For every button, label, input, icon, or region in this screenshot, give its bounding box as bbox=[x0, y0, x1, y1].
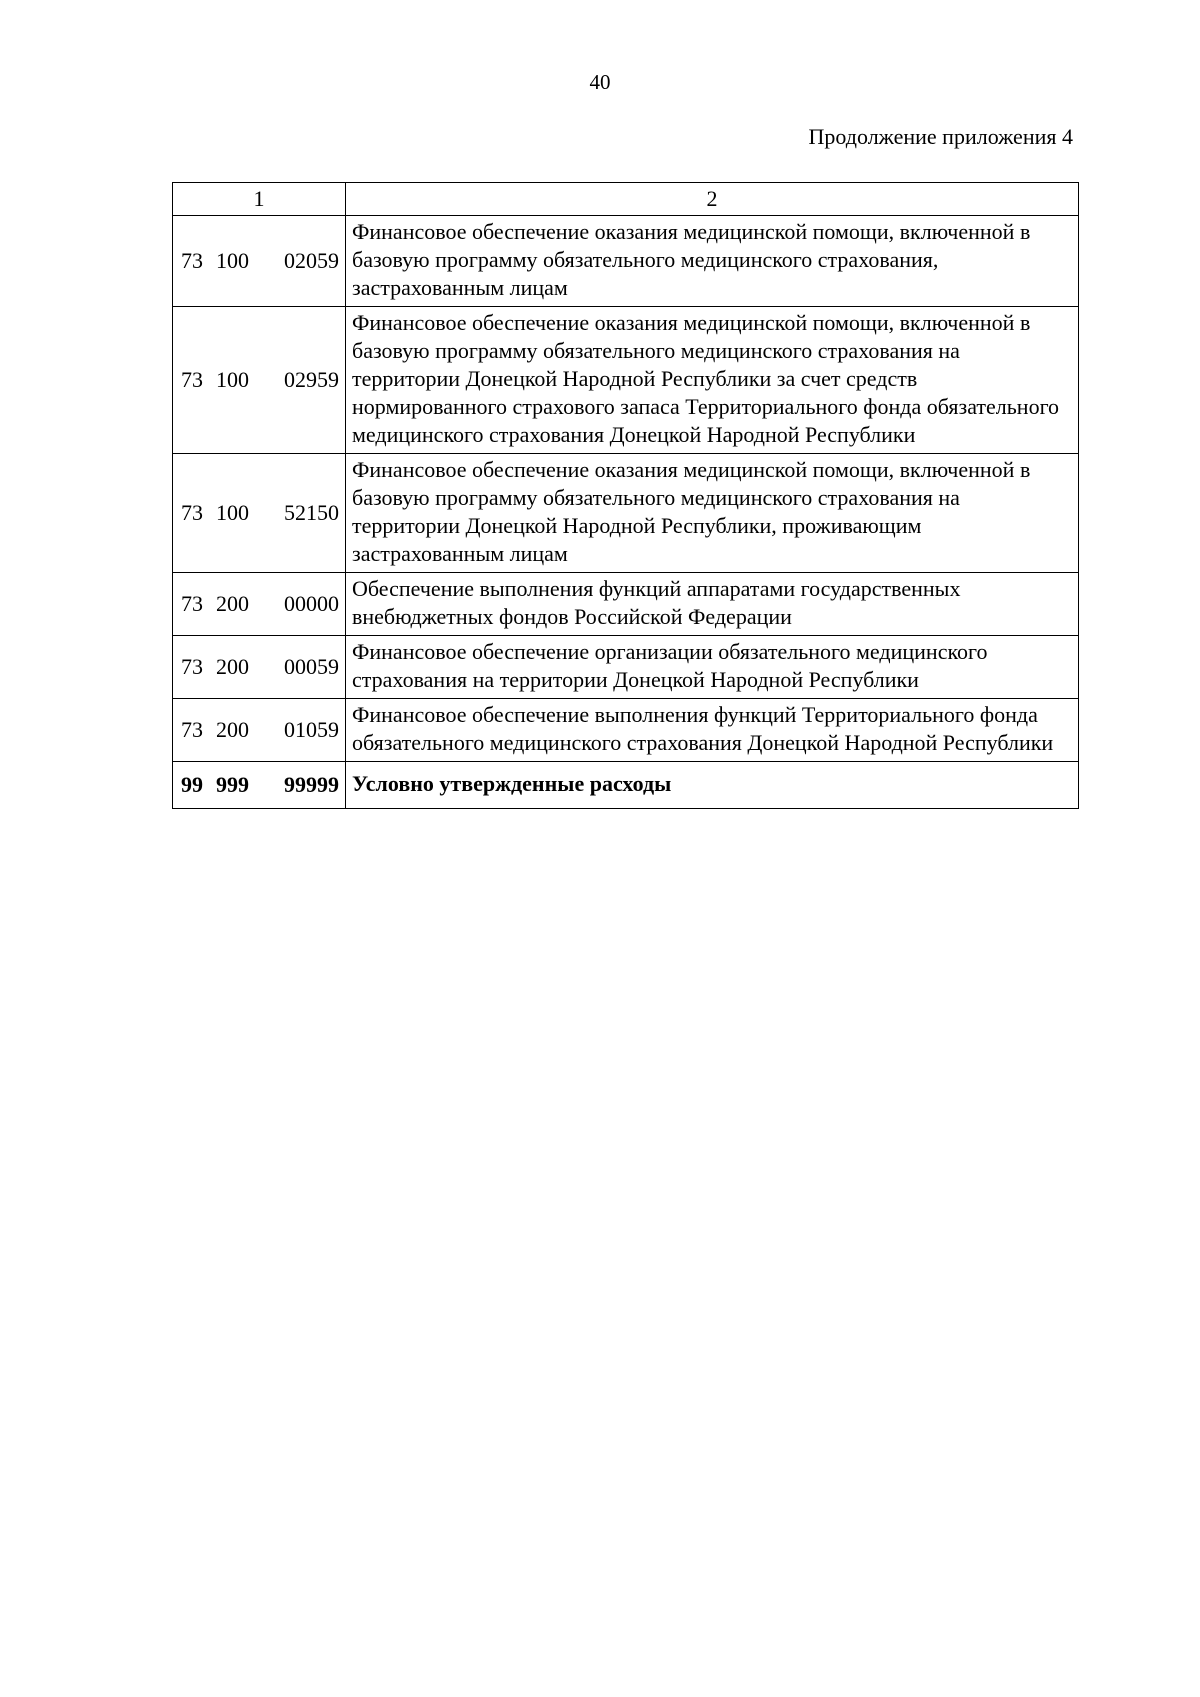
table-row bbox=[173, 699, 1079, 762]
description-cell: Условно утвержденные расходы bbox=[346, 762, 1079, 809]
code-part-direction: 00000 bbox=[284, 591, 339, 616]
code-cell bbox=[173, 699, 346, 762]
description-cell: Финансовое обеспечение оказания медицинской помощи, включенной в базовую программу обязательного медицинского страхования, застрахованным лицам bbox=[346, 216, 1079, 307]
page-number: 40 bbox=[589, 70, 611, 94]
code-cell bbox=[173, 216, 346, 307]
column-header-2: 2 bbox=[346, 183, 1079, 216]
description-cell: Финансовое обеспечение выполнения функций Территориального фонда обязательного медицинского страхования Донецкой Народной Республики bbox=[346, 699, 1079, 762]
code-part-subprogram: 999 bbox=[216, 772, 249, 797]
code-part-program: 73 bbox=[181, 654, 203, 679]
continuation-label: Продолжение приложения 4 bbox=[808, 124, 1073, 149]
code-part-program: 73 bbox=[181, 367, 203, 392]
description-cell: Обеспечение выполнения функций аппаратами государственных внебюджетных фондов Российской Федерации bbox=[346, 573, 1079, 636]
table-header-row bbox=[173, 183, 1079, 216]
code-cell bbox=[173, 307, 346, 454]
code-part-program: 73 bbox=[181, 500, 203, 525]
code-part-direction: 99999 bbox=[284, 772, 339, 797]
code-part-direction: 01059 bbox=[284, 717, 339, 742]
code-part-subprogram: 100 bbox=[216, 367, 249, 392]
code-part-subprogram: 100 bbox=[216, 500, 249, 525]
code-part-direction: 02959 bbox=[284, 367, 339, 392]
budget-code-table bbox=[172, 182, 1079, 809]
code-part-subprogram: 100 bbox=[216, 248, 249, 273]
code-part-subprogram: 200 bbox=[216, 591, 249, 616]
code-part-subprogram: 200 bbox=[216, 717, 249, 742]
table-row bbox=[173, 454, 1079, 573]
table-row bbox=[173, 307, 1079, 454]
code-part-program: 73 bbox=[181, 248, 203, 273]
table-row bbox=[173, 216, 1079, 307]
code-cell bbox=[173, 573, 346, 636]
description-cell: Финансовое обеспечение организации обязательного медицинского страхования на территории Донецкой Народной Республики bbox=[346, 636, 1079, 699]
description-cell: Финансовое обеспечение оказания медицинской помощи, включенной в базовую программу обязательного медицинского страхования на территории Донецкой Народной Республики, проживающим застрахованным лицам bbox=[346, 454, 1079, 573]
code-part-direction: 00059 bbox=[284, 654, 339, 679]
code-part-program: 73 bbox=[181, 591, 203, 616]
code-part-program: 99 bbox=[181, 772, 203, 797]
code-part-subprogram: 200 bbox=[216, 654, 249, 679]
code-cell bbox=[173, 636, 346, 699]
code-part-direction: 52150 bbox=[284, 500, 339, 525]
table-row bbox=[173, 573, 1079, 636]
table-row-total bbox=[173, 762, 1079, 809]
code-cell bbox=[173, 454, 346, 573]
table-row bbox=[173, 636, 1079, 699]
column-header-1: 1 bbox=[173, 183, 346, 216]
code-cell bbox=[173, 762, 346, 809]
code-part-direction: 02059 bbox=[284, 248, 339, 273]
code-part-program: 73 bbox=[181, 717, 203, 742]
description-cell: Финансовое обеспечение оказания медицинской помощи, включенной в базовую программу обязательного медицинского страхования на территории Донецкой Народной Республики за счет средств нормированного страхового запаса Территориального фонда обязательного медицинского страхования Донецкой Народной Республики bbox=[346, 307, 1079, 454]
